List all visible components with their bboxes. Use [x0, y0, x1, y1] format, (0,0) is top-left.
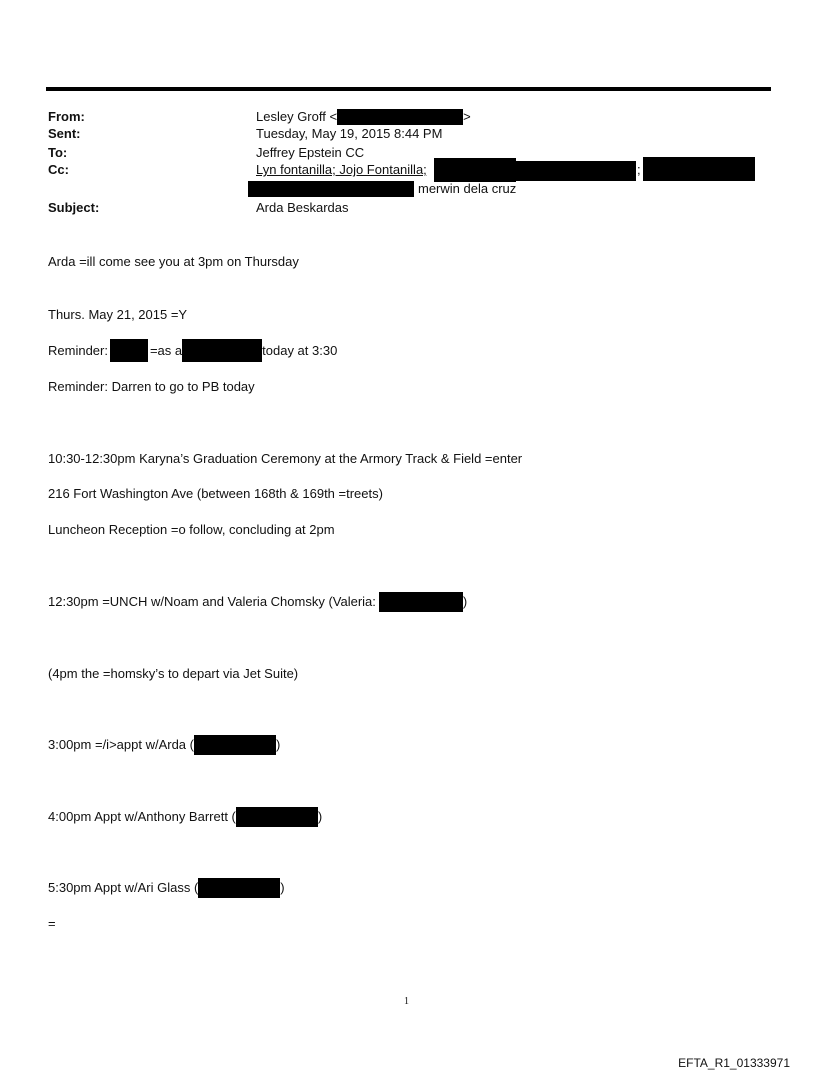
redaction-box — [516, 161, 636, 181]
subject-label: Subject: — [48, 200, 100, 215]
event-line — [48, 594, 467, 612]
redaction-box — [248, 181, 414, 197]
from-value — [256, 109, 471, 125]
event-line — [48, 880, 285, 898]
from-label: From: — [48, 109, 85, 124]
to-value: Jeffrey Epstein CC — [256, 145, 365, 160]
event-text: ) — [275, 737, 281, 752]
reminder-text: Reminder: — [48, 343, 108, 358]
event-text: 3:00pm =/i>appt w/Arda ( — [48, 737, 194, 752]
from-close: > — [463, 109, 471, 124]
cc-semicolon: ; — [637, 162, 641, 177]
from-name: Lesley Groff < — [256, 109, 338, 124]
redaction-box — [236, 807, 318, 827]
cc-label: Cc: — [48, 162, 69, 177]
page-number: 1 — [404, 996, 409, 1007]
reminder-line: Reminder: Darren to go to PB today — [48, 379, 255, 394]
event-text: 12:30pm =UNCH w/Noam and Valeria Chomsky (Valeria: — [48, 594, 376, 609]
event-line: 10:30-12:30pm Karyna’s Graduation Ceremony at the Armory Track & Field =enter — [48, 451, 523, 466]
event-text: ) — [317, 809, 323, 824]
body-line: Arda =ill come see you at 3pm on Thursday — [48, 254, 299, 269]
document-id: EFTA_R1_01333971 — [678, 1056, 790, 1070]
header-rule — [46, 87, 771, 91]
subject-value: Arda Beskardas — [256, 200, 349, 215]
redaction-box — [643, 157, 755, 181]
event-line — [48, 737, 280, 755]
event-lunch: Luncheon Reception =o follow, concluding at 2pm — [48, 522, 335, 537]
event-line: (4pm the =homsky’s to depart via Jet Suite) — [48, 666, 299, 681]
event-text: ) — [280, 880, 285, 895]
event-text: 5:30pm Appt w/Ari Glass ( — [48, 880, 199, 895]
reminder-line — [48, 343, 337, 362]
event-address: 216 Fort Washington Ave (between 168th & 169th =treets) — [48, 486, 383, 501]
to-label: To: — [48, 145, 68, 160]
reminder-text: =as a — [149, 343, 183, 358]
redaction-box — [337, 109, 463, 125]
redaction-box — [198, 878, 280, 898]
redaction-box — [194, 735, 276, 755]
reminder-text: today at 3:30 — [262, 343, 338, 358]
redaction-box — [434, 158, 516, 182]
cc-value: Lyn fontanilla; Jojo Fontanilla; — [256, 162, 427, 177]
sent-label: Sent: — [48, 126, 81, 141]
event-text: ) — [462, 594, 468, 609]
sent-value: Tuesday, May 19, 2015 8:44 PM — [256, 126, 443, 141]
redaction-box — [379, 592, 463, 612]
event-line — [48, 809, 322, 827]
trailing-mark: = — [48, 916, 56, 931]
cc-line2: merwin dela cruz — [418, 181, 517, 196]
date-line: Thurs. May 21, 2015 =Y — [48, 307, 188, 322]
redaction-box — [110, 339, 148, 362]
event-text: 4:00pm Appt w/Anthony Barrett ( — [48, 809, 236, 824]
redaction-box — [182, 339, 262, 362]
